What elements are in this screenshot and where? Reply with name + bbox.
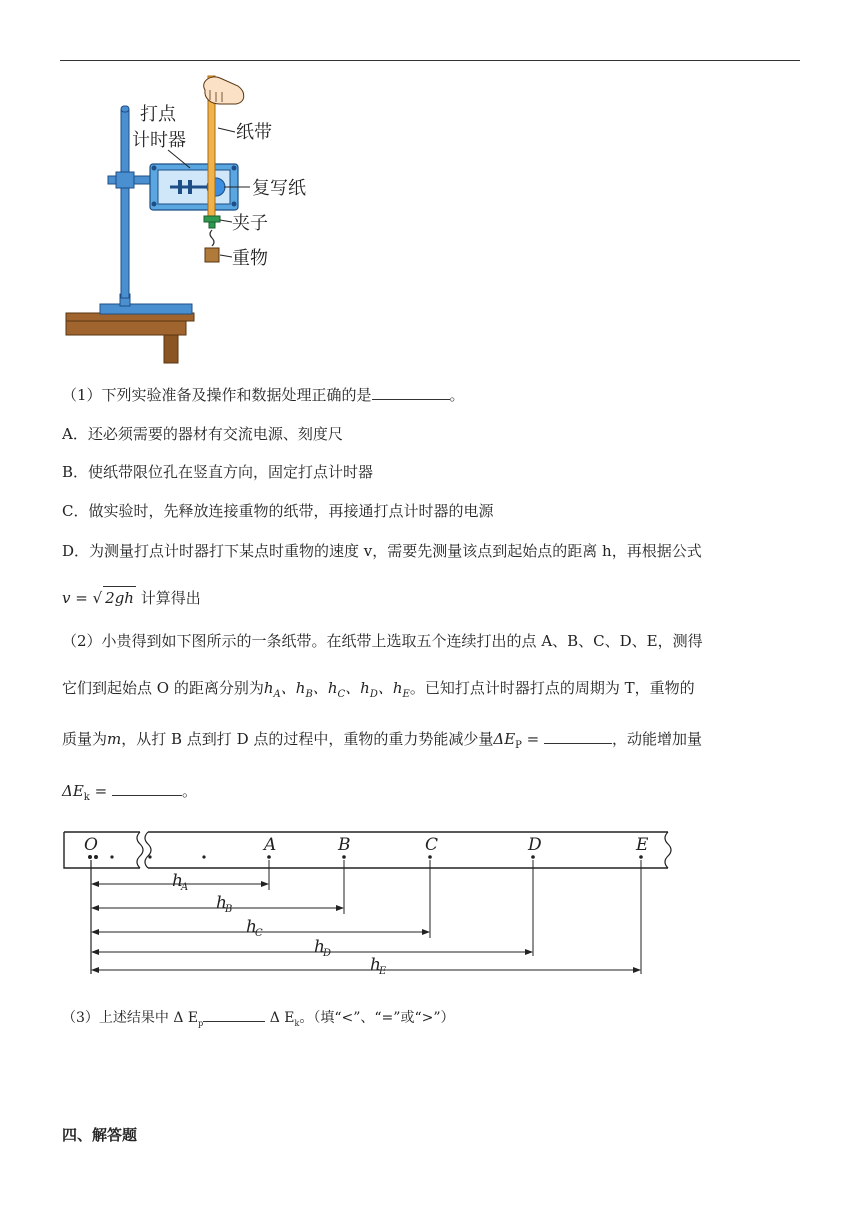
q2-mass-symbol: m [107,730,122,748]
section-heading: 四、解答题 [62,1126,138,1144]
q2-h-vars: $h_A$、$h_B$、$h_C$、$h_D$、$h_E$ [263,679,410,700]
q1-option-c: C．做实验时，先释放连接重物的纸带，再接通打点计时器的电源 [62,502,494,520]
q1-option-b: B．使纸带限位孔在竖直方向，固定打点计时器 [62,463,374,481]
label-tape: 纸带 [236,122,272,143]
q3-post: 。（填“<”、“=”或“>”） [299,1010,455,1026]
q3-pre: （3）上述结果中 Δ E [62,1010,199,1026]
point-label-c: C [425,835,439,855]
label-h-d: h [314,937,325,957]
label-h-b-sub: B [225,904,233,915]
q1-answer-blank[interactable] [372,385,450,400]
label-h-b: h [216,893,227,913]
point-label-e: E [636,835,649,855]
label-h-a: h [172,871,183,891]
q2-ek-eq: = [89,782,112,800]
q3-sub-p: p [198,1018,204,1028]
formula-radicand: 2gh [103,586,136,609]
q2-ep-eq: = [521,730,545,748]
tape-figure [60,826,680,978]
label-h-e-sub: E [379,966,387,977]
q3-sub-k: k [294,1018,300,1028]
q1-option-d: D．为测量打点计时器打下某点时重物的速度 v，需要先测量该点到起始点的距离 h，再根据公式 [62,542,702,560]
label-clip: 夹子 [232,213,268,234]
label-timer-2: 计时器 [132,130,186,151]
formula-end: 计算得出 [135,589,201,607]
q2-line3-post: ，动能增加量 [612,730,703,748]
q2-line3-mid: ，从打 B 点到打 D 点的过程中，重物的重力势能减少量 [121,730,494,748]
q2-line2-pre: 它们到起始点 O 的距离分别为 [62,679,264,697]
point-label-d: D [528,835,542,855]
label-weight: 重物 [232,248,268,269]
q2-delta-ek: ΔE [62,782,84,800]
header-rule [60,60,800,61]
q2-line1: （2）小贵得到如下图所示的一条纸带。在纸带上选取五个连续打出的点 A、B、C、D、E，测得 [62,632,703,650]
q2-ek-blank[interactable] [112,781,182,796]
q2-ep-blank[interactable] [544,729,612,744]
q2-line2-post: 。已知打点计时器打点的周期为 T，重物的 [409,679,695,697]
q2-line3 [62,728,702,757]
q1-option-a: A．还必须需要的器材有交流电源、刻度尺 [62,425,343,443]
q2-line4 [62,780,197,809]
point-label-a: A [264,835,277,855]
label-h-a-sub: A [181,882,189,893]
label-h-c: h [246,917,257,937]
q1-option-d-formula [62,586,201,609]
label-timer-1: 打点 [140,104,176,125]
label-h-e: h [370,955,381,975]
point-label-o: O [84,835,98,855]
q2-delta-ep: ΔE [493,730,516,748]
q3-line [62,1007,455,1035]
sqrt-sign: √ [92,589,103,607]
formula-eq: = [70,589,93,607]
q3-answer-blank[interactable] [203,1007,265,1022]
q2-line3-pre: 质量为 [62,730,108,748]
label-h-d-sub: D [323,948,332,959]
q1-stem-text: （1）下列实验准备及操作和数据处理正确的是 [62,386,372,404]
label-carbon-paper: 复写纸 [252,178,306,199]
q2-line4-end: 。 [181,782,197,800]
q2-delta-ep-sub: P [515,740,522,751]
q1-stem [62,384,465,406]
q1-stem-end: 。 [449,386,465,404]
apparatus-figure [60,68,340,368]
q2-delta-ek-sub: k [83,792,90,803]
label-h-c-sub: C [255,928,263,939]
formula-v: v [62,589,71,607]
q2-line2 [62,677,695,706]
point-label-b: B [338,835,351,855]
q3-mid: Δ E [265,1010,295,1026]
